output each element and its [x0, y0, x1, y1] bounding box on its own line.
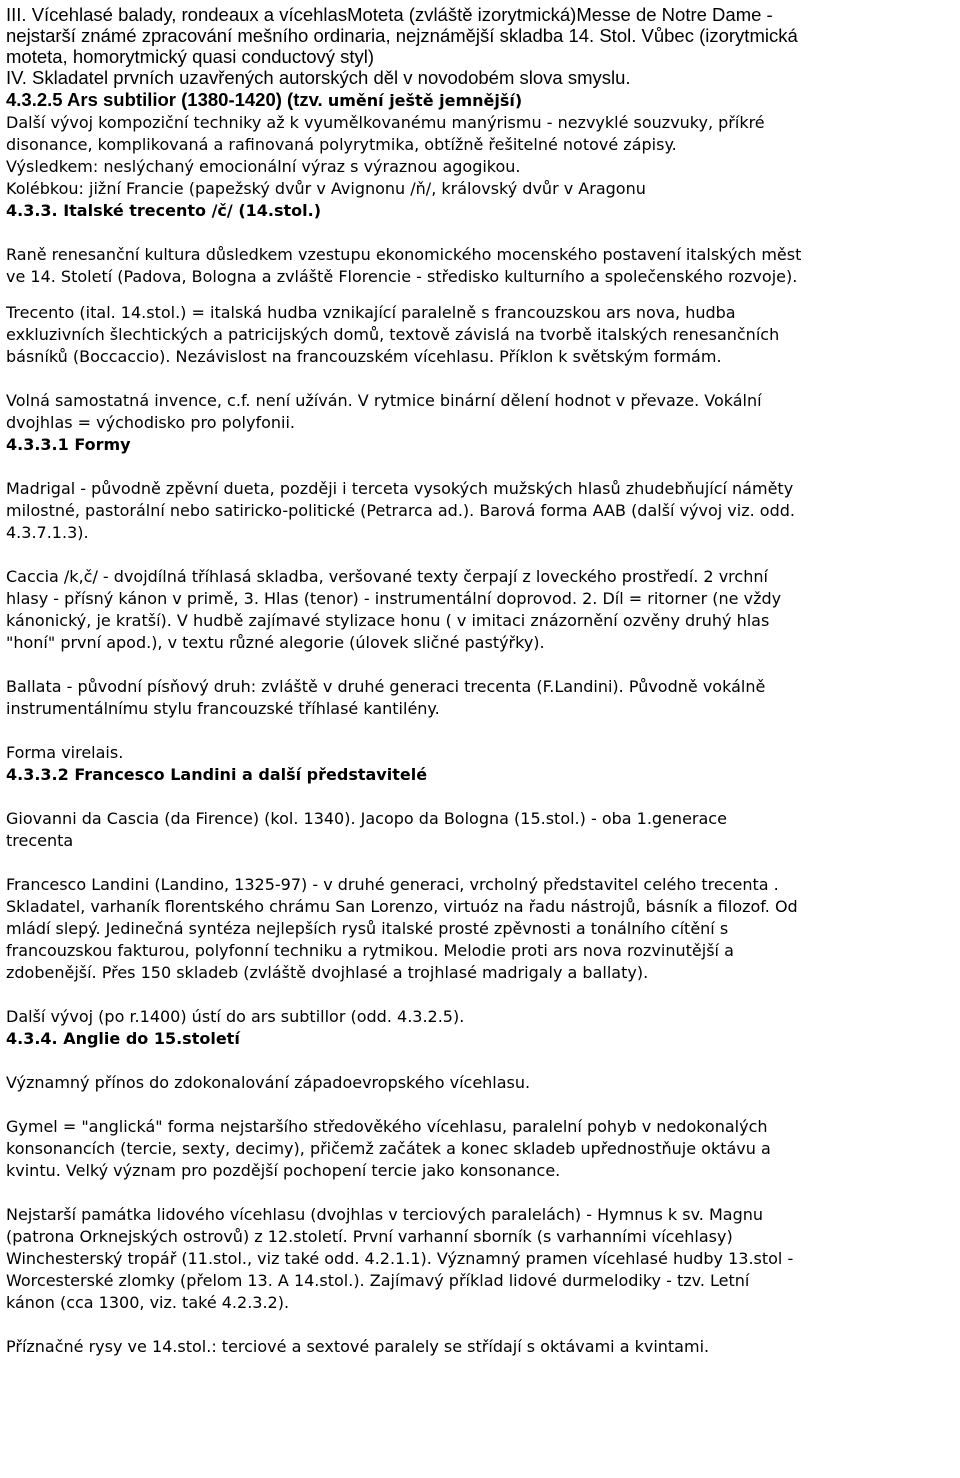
paragraph	[6, 566, 958, 654]
text-line: Významný přínos do zdokonalování západoevropského vícehlasu.	[6, 1073, 531, 1092]
text-line: Gymel = "anglická" forma nejstaršího středověkého vícehlasu, paralelní pohyb v nedokonalých	[6, 1117, 768, 1136]
text-line: ve 14. Století (Padova, Bologna a zvláště Florencie - středisko kulturního a společenského rozvoje).	[6, 267, 798, 286]
paragraph	[6, 1204, 958, 1314]
text-line: IV. Skladatel prvních uzavřených autorských děl v novodobém slova smyslu.	[6, 67, 631, 88]
text-line: Raně renesanční kultura důsledkem vzestupu ekonomického mocenského postavení italských měst	[6, 245, 802, 264]
paragraph	[6, 244, 958, 288]
section-anglie	[6, 1028, 958, 1358]
heading-part: 4.3.2.5 Ars subtilior (1380-1420) (tzv.	[6, 89, 328, 110]
text-line: Příznačné rysy ve 14.stol.: terciové a sextové paralely se střídají s oktávami a kvintami.	[6, 1337, 710, 1356]
text-line: disonance, komplikovaná a rafinovaná polyrytmika, obtížně řešitelné notové zápisy.	[6, 135, 677, 154]
text-line: Nejstarší památka lidového vícehlasu (dvojhlas v terciových paralelách) - Hymnus k sv. Magnu	[6, 1205, 764, 1224]
text-line: Výsledkem: neslýchaný emocionální výraz s výraznou agogikou.	[6, 157, 521, 176]
text-line: básníků (Boccaccio). Nezávislost na francouzském vícehlasu. Příklon k světským formám.	[6, 347, 722, 366]
text-line: kánon (cca 1300, viz. také 4.2.3.2).	[6, 1293, 290, 1312]
text-line: Volná samostatná invence, c.f. není užíván. V rytmice binární dělení hodnot v převaze. Vokální	[6, 391, 762, 410]
text-line: 4.3.7.1.3).	[6, 523, 89, 542]
text-line: Giovanni da Cascia (da Firence) (kol. 1340). Jacopo da Bologna (15.stol.) - oba 1.generace	[6, 809, 727, 828]
section-heading: 4.3.3. Italské trecento /č/ (14.stol.)	[6, 201, 322, 220]
section-ars-subtilior	[6, 89, 958, 200]
intro-block	[6, 4, 958, 88]
text-line: dvojhlas = východisko pro polyfonii.	[6, 413, 295, 432]
section-trecento	[6, 200, 958, 434]
paragraph	[6, 478, 958, 544]
text-line: Ballata - původní písňový druh: zvláště v druhé generaci trecenta (F.Landini). Původně vokálně	[6, 677, 766, 696]
text-line: konsonancích (tercie, sexty, decimy), přičemž začátek a konec skladeb upřednostňuje oktávu a	[6, 1139, 771, 1158]
heading-part: umění ještě jemnější)	[327, 91, 523, 110]
text-line: Caccia /k,č/ - dvojdílná tříhlasá skladba, veršované texty čerpají z loveckého prostředí. 2 vrchní	[6, 567, 768, 586]
text-line: exkluzivních šlechtických a patricijských domů, textově závislá na tvorbě italských renesančních	[6, 325, 780, 344]
section-heading: 4.3.4. Anglie do 15.století	[6, 1029, 240, 1048]
section-landini	[6, 764, 958, 1028]
text-line: Madrigal - původně zpěvní dueta, později i terceta vysokých mužských hlasů zhudebňující náměty	[6, 479, 794, 498]
text-line: "honí" první apod.), v textu různé alegorie (úlovek sličné pastýřky).	[6, 633, 545, 652]
text-line: III. Vícehlasé balady, rondeaux a vícehlasMoteta (zvláště izorytmická)Messe de Notre Dame -	[6, 4, 773, 25]
text-line: trecenta	[6, 831, 74, 850]
section-heading	[6, 89, 958, 112]
text-line: mládí slepý. Jedinečná syntéza nejlepších rysů italské prosté zpěvnosti a tonálního cítění s	[6, 919, 729, 938]
text-line: nejstarší známé zpracování mešního ordinaria, nejznámější skladba 14. Stol. Vůbec (izorytmická	[6, 25, 798, 46]
text-line: Francesco Landini (Landino, 1325-97) - v druhé generaci, vrcholný představitel celého trecenta .	[6, 875, 779, 894]
text-line: Skladatel, varhaník florentského chrámu San Lorenzo, virtuóz na řadu nástrojů, básník a filozof. Od	[6, 897, 798, 916]
text-line: kánonický, je kratší). V hudbě zajímavé stylizace honu ( v imitaci znázornění ozvěny druhý hlas	[6, 611, 770, 630]
text-line: moteta, homorytmický quasi conductový styl)	[6, 46, 375, 67]
text-line: Další vývoj (po r.1400) ústí do ars subtillor (odd. 4.3.2.5).	[6, 1007, 465, 1026]
paragraph	[6, 874, 958, 984]
text-line: Trecento (ital. 14.stol.) = italská hudba vznikající paralelně s francouzskou ars nova, hudba	[6, 303, 736, 322]
paragraph	[6, 1116, 958, 1182]
paragraph	[6, 808, 958, 852]
text-line: francouzskou fakturou, polyfonní techniku a rytmikou. Melodie proti ars nova rozvinutější a	[6, 941, 734, 960]
paragraph	[6, 390, 958, 434]
text-line: milostné, pastorální nebo satiricko-politické (Petrarca ad.). Barová forma AAB (další vývoj viz. odd.	[6, 501, 795, 520]
text-line: Worcesterské zlomky (přelom 13. A 14.stol.). Zajímavý příklad lidové durmelodiky - tzv. Letní	[6, 1271, 750, 1290]
text-line: kvintu. Velký význam pro pozdější pochopení tercie jako konsonance.	[6, 1161, 561, 1180]
text-line: Winchesterský tropář (11.stol., viz také odd. 4.2.1.1). Významný pramen vícehlasé hudby 13.stol -	[6, 1249, 794, 1268]
section-heading: 4.3.3.2 Francesco Landini a další představitelé	[6, 765, 428, 784]
section-heading: 4.3.3.1 Formy	[6, 435, 131, 454]
text-line: Forma virelais.	[6, 743, 124, 762]
text-line: hlasy - přísný kánon v primě, 3. Hlas (tenor) - instrumentální doprovod. 2. Díl = ritorner (ne vždy	[6, 589, 782, 608]
text-line: zdobenější. Přes 150 skladeb (zvláště dvojhlasé a trojhlasé madrigaly a ballaty).	[6, 963, 649, 982]
section-formy	[6, 434, 958, 764]
paragraph	[6, 676, 958, 720]
text-line: Další vývoj kompoziční techniky až k vyumělkovanému manýrismu - nezvyklé souzvuky, příkré	[6, 113, 765, 132]
document-page	[6, 4, 958, 1358]
paragraph	[6, 302, 958, 368]
text-line: (patrona Orknejských ostrovů) z 12.století. První varhanní sborník (s varhanními vícehlasy)	[6, 1227, 733, 1246]
text-line: instrumentálnímu stylu francouzské tříhlasé kantilény.	[6, 699, 440, 718]
text-line: Kolébkou: jižní Francie (papežský dvůr v Avignonu /ň/, královský dvůr v Aragonu	[6, 179, 646, 198]
